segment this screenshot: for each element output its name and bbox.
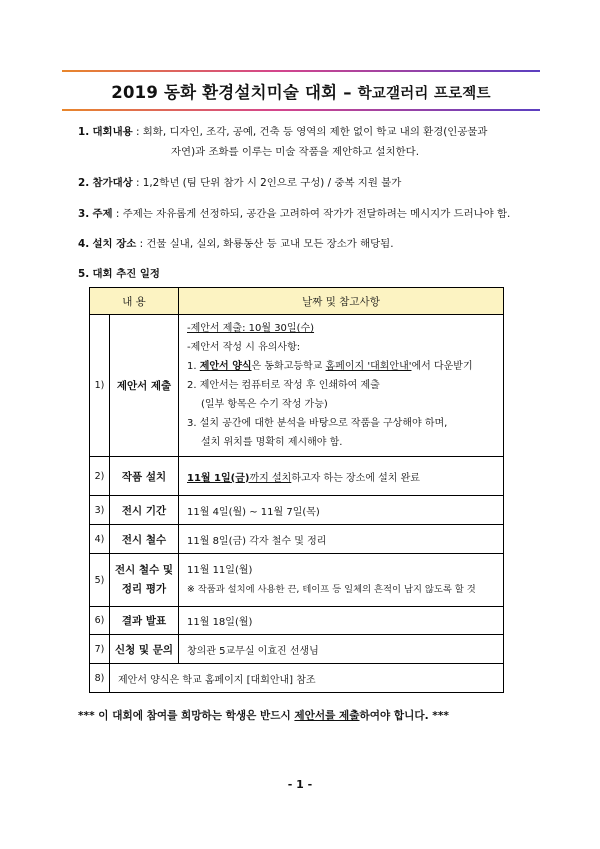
row-number: 6) bbox=[90, 607, 110, 635]
section-3-num: 3. bbox=[78, 208, 90, 220]
row-detail-line: ※ 작품과 설치에 사용한 끈, 테이프 등 일체의 흔적이 남지 않도록 할 것 bbox=[187, 584, 476, 595]
section-1-text-cont: 자연)과 조화를 이루는 미술 작품을 제안하고 설치한다. bbox=[171, 146, 419, 158]
row-name: 신청 및 문의 bbox=[110, 635, 179, 664]
page-title bbox=[62, 72, 540, 109]
table-row bbox=[90, 664, 504, 693]
title-main: 2019 동화 환경설치미술 대회 bbox=[111, 83, 338, 102]
table-row bbox=[90, 554, 504, 607]
row-detail-line: 11월 11일(월) bbox=[187, 565, 253, 576]
section-participants bbox=[78, 173, 401, 193]
table-row bbox=[90, 457, 504, 496]
section-3-text: : 주제는 자유롭게 선정하되, 공간을 고려하여 작가가 전달하려는 메시지가 드러나야 함. bbox=[115, 208, 511, 220]
section-5-num: 5. bbox=[78, 268, 90, 280]
detail-fragment: 1. bbox=[187, 361, 200, 372]
row-details bbox=[179, 554, 504, 607]
row-details: 11월 8일(금) 각자 철수 및 정리 bbox=[179, 525, 504, 554]
row-details: 11월 18일(월) bbox=[179, 607, 504, 635]
row-name: 전시 철수 bbox=[110, 525, 179, 554]
table-row bbox=[90, 607, 504, 635]
section-theme bbox=[78, 204, 510, 224]
detail-fragment: 은 동화고등학교 bbox=[251, 361, 326, 372]
table-row bbox=[90, 635, 504, 664]
table-row bbox=[90, 525, 504, 554]
row-detail-line: (일부 항목은 수기 작성 가능) bbox=[201, 399, 328, 410]
table-header-row bbox=[90, 288, 504, 315]
schedule-table bbox=[89, 287, 504, 693]
detail-fragment: 하고자 하는 장소에 설치 완료 bbox=[291, 472, 420, 484]
row-name bbox=[110, 554, 179, 607]
proposal-deadline: -제안서 제출: 10월 30일(수) bbox=[187, 323, 315, 334]
row-number: 4) bbox=[90, 525, 110, 554]
section-1-num: 1. bbox=[78, 126, 90, 138]
title-block bbox=[62, 70, 540, 111]
footnote-post: 하여야 합니다. *** bbox=[359, 710, 449, 722]
row-number: 2) bbox=[90, 457, 110, 496]
detail-fragment: 11월 1일(금) bbox=[187, 472, 250, 484]
detail-fragment: 에서 다운받기 bbox=[411, 361, 473, 372]
section-2-text: : 1,2학년 (팀 단위 참가 시 2인으로 구성) / 중복 지원 불가 bbox=[135, 177, 402, 189]
row-details: 11월 4일(월) ~ 11월 7일(목) bbox=[179, 496, 504, 525]
section-location bbox=[78, 234, 394, 254]
header-date: 날짜 및 참고사항 bbox=[179, 288, 504, 315]
section-3-label: 주제 bbox=[92, 208, 113, 220]
section-2-label: 참가대상 bbox=[92, 177, 133, 189]
row-number: 1) bbox=[90, 315, 110, 457]
section-4-text: : 건물 실내, 실외, 화룡동산 등 교내 모든 장소가 해당됨. bbox=[139, 238, 394, 250]
row-detail-line: 2. 제안서는 컴퓨터로 작성 후 인쇄하여 제출 bbox=[187, 380, 380, 391]
section-5-label: 대회 추진 일정 bbox=[92, 268, 160, 280]
row-name-line: 정리 평가 bbox=[121, 583, 167, 595]
row-name-line: 전시 철수 및 bbox=[114, 564, 174, 576]
footnote-underlined: 제안서를 제출 bbox=[294, 710, 360, 722]
row-number: 5) bbox=[90, 554, 110, 607]
row-details: 창의관 5교무실 이효진 선생님 bbox=[179, 635, 504, 664]
row-detail-line: 설치 위치를 명확히 제시해야 함. bbox=[201, 437, 343, 448]
table-row bbox=[90, 496, 504, 525]
row-details bbox=[179, 315, 504, 457]
row-number: 3) bbox=[90, 496, 110, 525]
footnote-pre: *** 이 대회에 참여를 희망하는 학생은 반드시 bbox=[78, 710, 295, 722]
row-details: 제안서 양식은 학교 홈페이지 [대회안내] 참조 bbox=[110, 664, 504, 693]
detail-fragment: 까지 설치 bbox=[249, 472, 292, 484]
row-number: 8) bbox=[90, 664, 110, 693]
section-1-text: : 회화, 디자인, 조각, 공예, 건축 등 영역의 제한 없이 학교 내의 환경(인공물과 bbox=[135, 126, 488, 138]
row-name: 제안서 제출 bbox=[110, 315, 179, 457]
row-name: 결과 발표 bbox=[110, 607, 179, 635]
section-1-label: 대회내용 bbox=[92, 126, 133, 138]
header-content: 내 용 bbox=[90, 288, 179, 315]
row-detail-line: 3. 설치 공간에 대한 분석을 바탕으로 작품을 구상해야 하며, bbox=[187, 418, 448, 429]
row-details bbox=[179, 457, 504, 496]
title-dash: – bbox=[343, 83, 352, 102]
section-4-label: 설치 장소 bbox=[92, 238, 137, 250]
section-content bbox=[78, 122, 487, 162]
row-detail-line bbox=[187, 319, 503, 338]
row-detail-line: -제안서 작성 시 유의사항: bbox=[187, 342, 301, 353]
table-row bbox=[90, 315, 504, 457]
row-number: 7) bbox=[90, 635, 110, 664]
detail-fragment: 제안서 양식 bbox=[199, 361, 252, 372]
page-number: - 1 - bbox=[287, 778, 313, 791]
detail-fragment: 홈페이지 '대회안내' bbox=[325, 361, 412, 372]
section-schedule bbox=[78, 264, 160, 284]
row-name: 전시 기간 bbox=[110, 496, 179, 525]
title-bottom-rule bbox=[62, 109, 540, 111]
row-detail-line bbox=[187, 357, 503, 376]
section-2-num: 2. bbox=[78, 177, 90, 189]
row-name: 작품 설치 bbox=[110, 457, 179, 496]
section-4-num: 4. bbox=[78, 238, 90, 250]
title-sub: 학교갤러리 프로젝트 bbox=[357, 86, 491, 102]
footnote bbox=[78, 708, 449, 723]
